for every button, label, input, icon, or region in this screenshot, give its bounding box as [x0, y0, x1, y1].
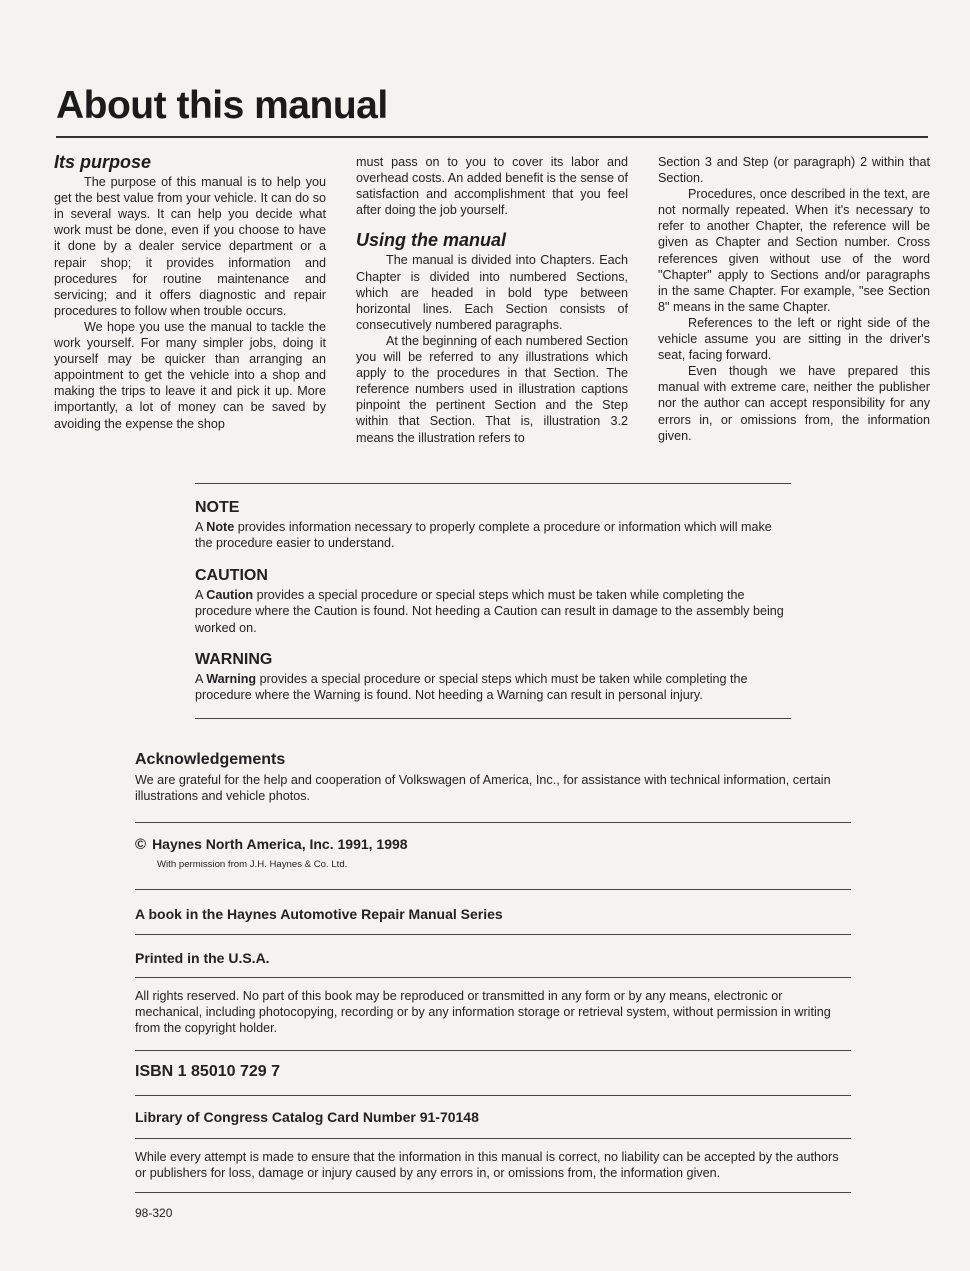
isbn-line: ISBN 1 85010 729 7	[135, 1063, 280, 1080]
divider	[135, 1095, 851, 1096]
caution-text: A Caution provides a special procedure or special steps which must be taken while completing the procedure where the Caution is found. Not heeding a Caution can result in damage to the assembly being worked on.	[195, 587, 784, 635]
acknowledgements-heading: Acknowledgements	[135, 751, 286, 768]
divider	[135, 1192, 851, 1193]
purpose-paragraph-2: We hope you use the manual to tackle the work yourself. For many simpler jobs, doing it yourself may be quicker than arranging an appointment to get the vehicle into a shop and making the trips to leave it and pick it up. More importantly, a lot of money can be saved by avoiding the expense the shop	[54, 319, 326, 431]
caution-heading: CAUTION	[195, 566, 268, 584]
loc-line: Library of Congress Catalog Card Number 91-70148	[135, 1109, 479, 1125]
divider	[135, 1050, 851, 1051]
column-2	[356, 154, 628, 446]
warning-text: A Warning provides a special procedure or special steps which must be taken while completing the procedure where the Warning is found. Not heeding a Warning can result in personal injury.	[195, 672, 748, 703]
intro-columns	[54, 154, 930, 446]
acknowledgements-text: We are grateful for the help and cooperation of Volkswagen of America, Inc., for assistance with technical information, certain illustrations and vehicle photos.	[135, 773, 831, 803]
using-paragraph-5: References to the left or right side of the vehicle assume you are sitting in the driver's seat, facing forward.	[658, 315, 930, 363]
using-manual-heading: Using the manual	[356, 230, 507, 251]
using-paragraph-6: Even though we have prepared this manual with extreme care, neither the publisher nor the author can accept responsibility for any errors in, or omissions from, the information given.	[658, 364, 930, 443]
column-3	[658, 154, 930, 446]
using-paragraph-1: The manual is divided into Chapters. Each Chapter is divided into numbered Sections, which are headed in bold type between horizontal lines. Each Section consists of consecutively numbered paragraphs.	[356, 253, 628, 332]
disclaimer-text: While every attempt is made to ensure that the information in this manual is correct, no liability can be accepted by the authors or publishers for loss, damage or injury caused by any errors in, or omissions from, the information given.	[135, 1150, 839, 1180]
copyright-line: © Haynes North America, Inc. 1991, 1998	[135, 836, 408, 853]
using-paragraph-4: Procedures, once described in the text, are not normally repeated. When it's necessary to refer to another Chapter, the reference will be given as Chapter and Section number. Cross references given without use of the word "Chapter" apply to Sections and/or paragraphs in the same Chapter. For example, "see Section 8" means in the same Chapter.	[658, 187, 930, 314]
warning-block	[195, 651, 791, 704]
printed-line: Printed in the U.S.A.	[135, 950, 270, 966]
divider	[135, 977, 851, 978]
page-code: 98-320	[135, 1206, 173, 1220]
divider	[135, 1138, 851, 1139]
divider	[135, 822, 851, 823]
note-block	[195, 499, 791, 552]
permission-text: With permission from J.H. Haynes & Co. Ltd.	[157, 859, 348, 870]
warning-heading: WARNING	[195, 651, 273, 669]
notes-top-rule	[195, 483, 791, 484]
column-1	[54, 154, 326, 446]
divider	[135, 889, 851, 890]
title-rule	[56, 136, 928, 138]
note-heading: NOTE	[195, 499, 240, 516]
using-paragraph-2: At the beginning of each numbered Section you will be referred to any illustrations which apply to the procedures in that Section. The reference numbers used in illustration captions pinpoint the pertinent Section and the Step within that Section. That is, illustration 3.2 means the illustration refers to	[356, 333, 628, 445]
copyright-icon: ©	[135, 836, 147, 853]
publication-info	[135, 752, 851, 1221]
notes-box	[195, 483, 791, 719]
rights-text: All rights reserved. No part of this book may be reproduced or transmitted in any form or by any means, electronic or mechanical, including photocopying, recording or by any information storage or retrieval system, without permission in writing from the copyright holder.	[135, 989, 831, 1035]
caution-block	[195, 567, 791, 636]
series-line: A book in the Haynes Automotive Repair Manual Series	[135, 906, 503, 922]
purpose-paragraph-3: must pass on to you to cover its labor and overhead costs. An added benefit is the sense of satisfaction and accomplishment that you feel after doing the job yourself.	[356, 155, 628, 218]
its-purpose-heading: Its purpose	[54, 152, 152, 172]
note-text: A Note provides information necessary to properly complete a procedure or information which will make the procedure easier to understand.	[195, 520, 772, 551]
notes-bottom-rule	[195, 718, 791, 719]
purpose-paragraph-1: The purpose of this manual is to help you get the best value from your vehicle. It can do so in several ways. It can help you decide what work must be done, even if you choose to have it done by a dealer service department or a repair shop; it provides information and procedures for routine maintenance and servicing; and it offers diagnostic and repair procedures to follow when trouble occurs.	[54, 175, 326, 318]
using-paragraph-3: Section 3 and Step (or paragraph) 2 within that Section.	[658, 155, 930, 186]
divider	[135, 934, 851, 935]
page-title: About this manual	[56, 84, 388, 127]
